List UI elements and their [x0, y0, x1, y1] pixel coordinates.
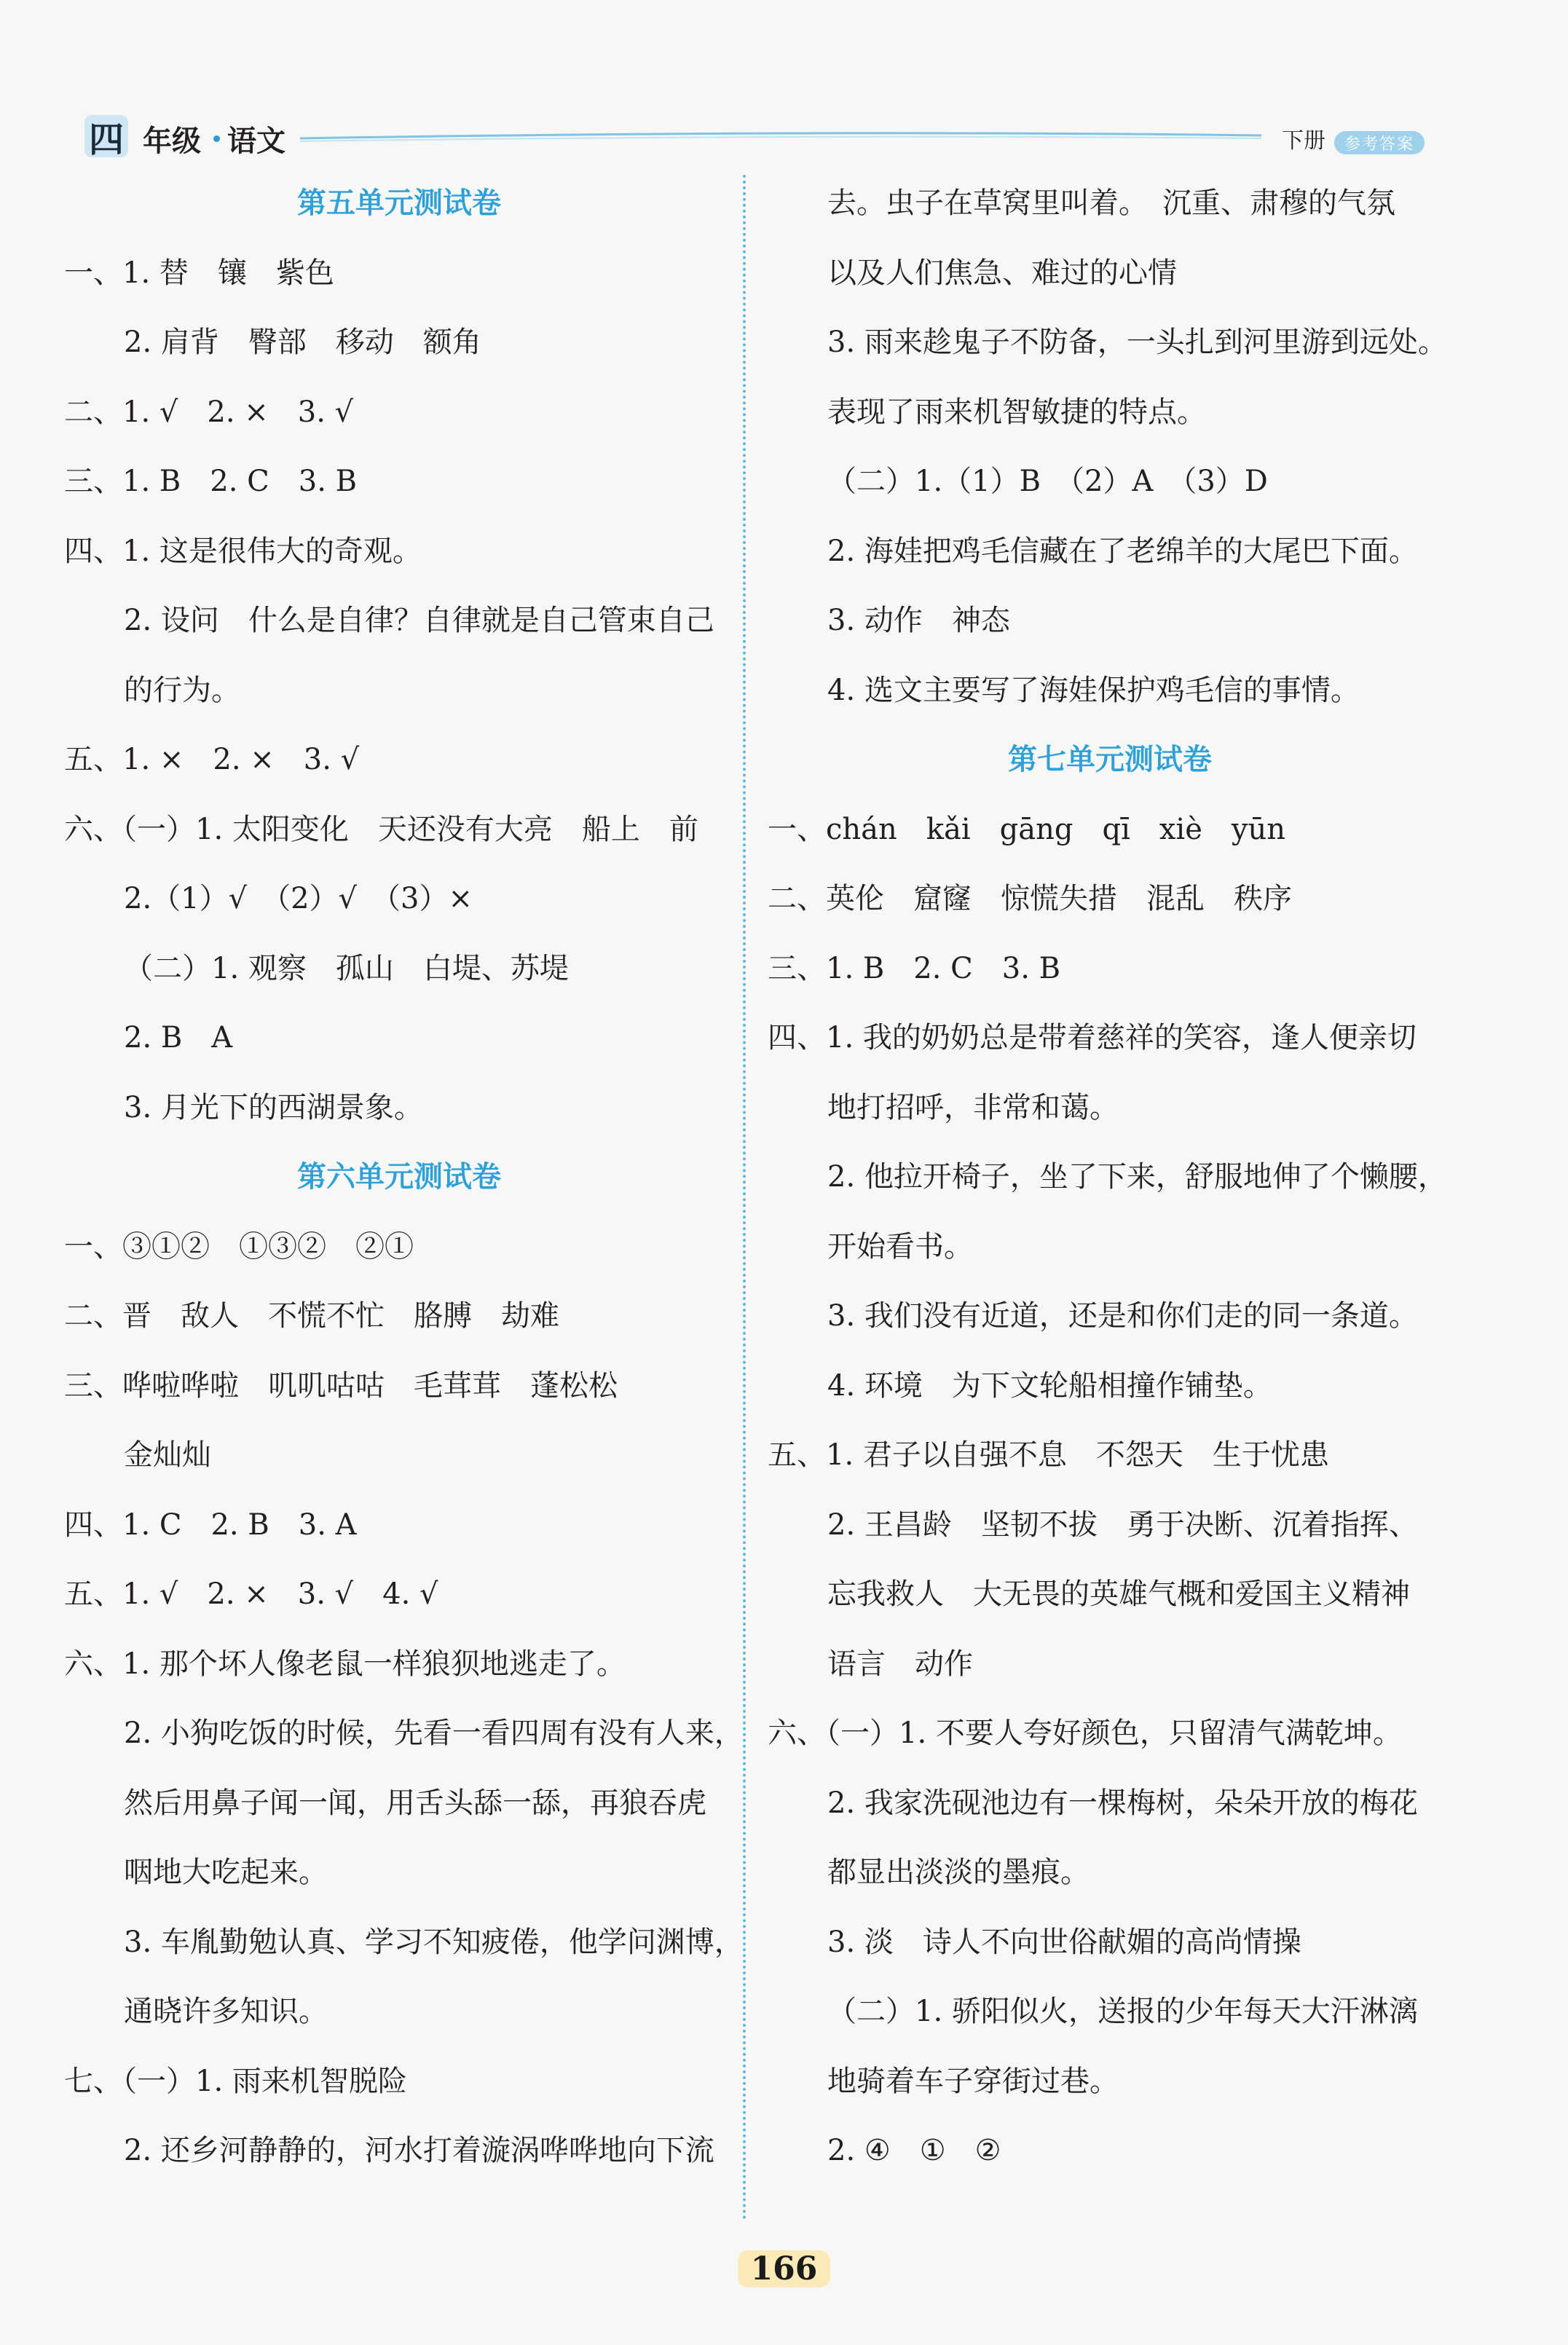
answer-line: 3. 车胤勤勉认真、学习不知疲倦，他学问渊博， — [124, 1925, 744, 1959]
answer-line: 地打招呼，非常和蔼。 — [827, 1090, 1119, 1124]
answer-line: 2. 王昌龄 坚韧不拔 勇于决断、沉着指挥、 — [827, 1508, 1418, 1542]
answer-line: 2.（1）√ （2）√ （3）× — [124, 882, 473, 915]
answer-line: 都显出淡淡的墨痕。 — [827, 1856, 1090, 1889]
answer-line: （二）1. 观察 孤山 白堤、苏堤 — [124, 951, 569, 985]
answer-line: 六、（一）1. 不要人夸好颜色，只留清气满乾坤。 — [768, 1717, 1402, 1750]
answer-line: 3. 我们没有近道，还是和你们走的同一条道。 — [827, 1299, 1418, 1333]
answer-line: 2. B A — [124, 1021, 233, 1055]
answer-line: 4. 环境 为下文轮船相撞作铺垫。 — [827, 1368, 1272, 1403]
answer-line: 金灿灿 — [124, 1438, 211, 1472]
answer-line: 一、1. 替 镶 紫色 — [64, 256, 334, 290]
page-header — [82, 109, 1436, 168]
answer-line: 开始看书。 — [827, 1229, 973, 1264]
answer-line: 通晓许多知识。 — [124, 1995, 328, 2028]
answer-line: 2. ④ ① ② — [827, 2134, 1001, 2167]
answer-line: 3. 雨来趁鬼子不防备，一头扎到河里游到远处。 — [827, 326, 1447, 359]
separator-dot — [213, 135, 220, 142]
subject-label: 语文 — [227, 125, 285, 158]
answer-line: 3. 淡 诗人不向世俗献媚的高尚情操 — [827, 1925, 1301, 1959]
answer-line: 三、1. B 2. C 3. B — [64, 465, 358, 498]
grade-badge: 四 — [84, 115, 128, 157]
answer-line: （二）1.（1）B （2）A （3）D — [827, 465, 1268, 498]
answer-line: 2. 小狗吃饭的时候，先看一看四周有没有人来， — [124, 1717, 744, 1750]
answer-line: 3. 动作 神态 — [827, 604, 1010, 637]
section-title: 第六单元测试卷 — [297, 1160, 501, 1194]
answer-line: 语言 动作 — [827, 1647, 973, 1681]
answer-line: 五、1. × 2. × 3. √ — [64, 743, 360, 776]
answer-line: 去。虫子在草窝里叫着。 沉重、肃穆的气氛 — [827, 186, 1395, 220]
answer-line: （二）1. 骄阳似火，送报的少年每天大汗淋漓 — [827, 1995, 1418, 2028]
answer-line: 的行为。 — [124, 673, 240, 707]
answer-line: 2. 肩背 臀部 移动 额角 — [124, 326, 481, 359]
answer-line: 2. 他拉开椅子，坐了下来，舒服地伸了个懒腰， — [827, 1160, 1447, 1194]
answer-line: 五、1. √ 2. × 3. √ 4. √ — [64, 1577, 438, 1611]
answer-line: 表现了雨来机智敏捷的特点。 — [827, 395, 1206, 429]
answer-line: 然后用鼻子闻一闻，用舌头舔一舔，再狼吞虎 — [124, 1786, 706, 1820]
volume-label: 下册 — [1282, 128, 1325, 154]
answer-line: 一、chán kǎi gāng qī xiè yūn — [768, 812, 1286, 846]
answer-line: 七、（一）1. 雨来机智脱险 — [64, 2064, 407, 2098]
page-number: 166 — [0, 2250, 1568, 2287]
answer-line: 六、1. 那个坏人像老鼠一样狼狈地逃走了。 — [64, 1647, 626, 1681]
answer-line: 2. 海娃把鸡毛信藏在了老绵羊的大尾巴下面。 — [827, 534, 1418, 568]
answer-line: 六、（一）1. 太阳变化 天还没有大亮 船上 前 — [64, 812, 698, 846]
answer-line: 2. 还乡河静静的，河水打着漩涡哗哗地向下流 — [124, 2134, 714, 2167]
answer-line: 4. 选文主要写了海娃保护鸡毛信的事情。 — [827, 673, 1360, 707]
answer-line: 以及人们焦急、难过的心情 — [827, 256, 1177, 290]
answer-line: 二、英伦 窟窿 惊慌失措 混乱 秩序 — [768, 882, 1292, 915]
answer-line: 忘我救人 大无畏的英雄气概和爱国主义精神 — [827, 1577, 1410, 1611]
answer-line: 一、③①② ①③② ②① — [64, 1229, 414, 1264]
answer-line: 四、1. 我的奶奶总是带着慈祥的笑容，逢人便亲切 — [768, 1021, 1417, 1055]
answer-line: 2. 我家洗砚池边有一棵梅树，朵朵开放的梅花 — [827, 1786, 1418, 1820]
right-column — [768, 169, 1452, 2186]
answer-line: 二、1. √ 2. × 3. √ — [64, 395, 354, 429]
section-title: 第五单元测试卷 — [297, 186, 501, 220]
answer-line: 三、1. B 2. C 3. B — [768, 951, 1061, 985]
answer-line: 二、晋 敌人 不慌不忙 胳膊 劫难 — [64, 1299, 559, 1333]
answer-line: 五、1. 君子以自强不息 不怨天 生于忧患 — [768, 1438, 1329, 1472]
answer-line: 三、哗啦哗啦 叽叽咕咕 毛茸茸 蓬松松 — [64, 1368, 618, 1403]
grade-label: 年级 — [143, 125, 201, 158]
answer-line: 3. 月光下的西湖景象。 — [124, 1090, 423, 1124]
section-title: 第七单元测试卷 — [1008, 743, 1212, 776]
answer-line: 四、1. C 2. B 3. A — [64, 1508, 357, 1542]
answer-line: 地骑着车子穿街过巷。 — [827, 2064, 1119, 2098]
answer-line: 2. 设问 什么是自律？自律就是自己管束自己 — [124, 604, 714, 637]
answer-badge: 参考答案 — [1334, 131, 1425, 154]
answer-line: 咽地大吃起来。 — [124, 1856, 328, 1889]
left-column — [64, 169, 744, 2186]
answer-line: 四、1. 这是很伟大的奇观。 — [64, 534, 422, 568]
